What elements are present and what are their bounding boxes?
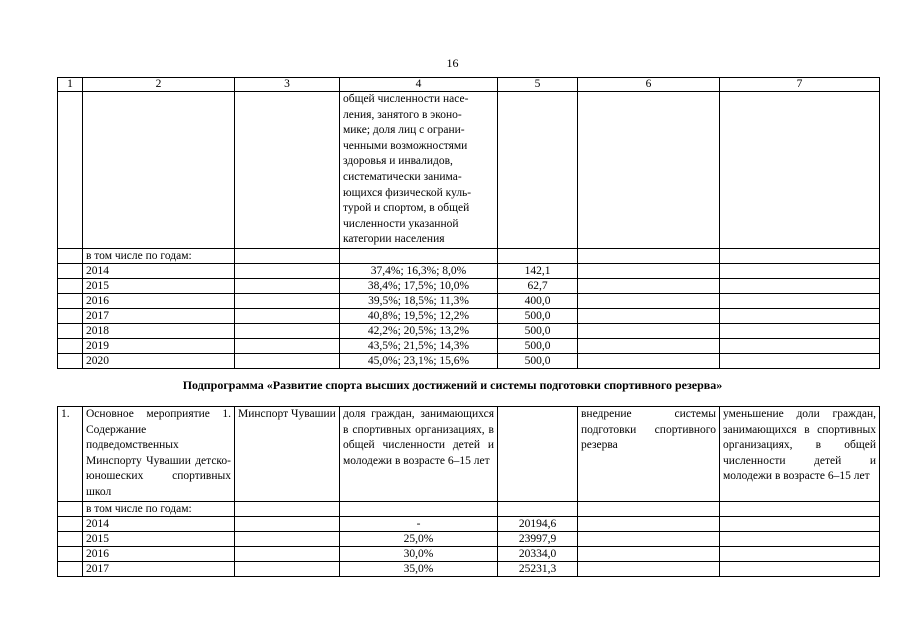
- amount-value: 20194,6: [498, 517, 578, 532]
- executor-cell: Минспорт Чувашии: [235, 407, 340, 502]
- page-number: 16: [446, 56, 459, 70]
- amount-value: 23997,9: [498, 532, 578, 547]
- amount-value: 500,0: [498, 338, 578, 353]
- indicator-value: 37,4%; 16,3%; 8,0%: [340, 263, 498, 278]
- header-cell: 7: [720, 78, 880, 92]
- header-cell: 3: [235, 78, 340, 92]
- year-cell: 2020: [83, 353, 235, 368]
- bottom-table: [57, 406, 880, 577]
- indicator-value: 38,4%; 17,5%; 10,0%: [340, 278, 498, 293]
- continuation-row: [58, 92, 880, 249]
- header-cell: 2: [83, 78, 235, 92]
- table-row: [58, 547, 880, 562]
- amount-value: 20334,0: [498, 547, 578, 562]
- indicator-value: 45,0%; 23,1%; 15,6%: [340, 353, 498, 368]
- year-cell: 2018: [83, 323, 235, 338]
- indicator-line: ченными возможностями: [343, 139, 468, 152]
- amount-value: 500,0: [498, 323, 578, 338]
- amount-value: 25231,3: [498, 562, 578, 577]
- indicator-value: -: [340, 517, 498, 532]
- indicator-value: 30,0%: [340, 547, 498, 562]
- by-years-row: [58, 502, 880, 517]
- risk-cell: уменьшение доли граждан, занимающихся в спортивных организациях, в общей численности детей и молодежи в возрасте 6–15 лет: [720, 407, 880, 502]
- indicator-line: здоровья и инвалидов,: [343, 155, 453, 168]
- year-cell: 2014: [83, 263, 235, 278]
- indicator-value: 42,2%; 20,5%; 13,2%: [340, 323, 498, 338]
- header-cell: 1: [58, 78, 83, 92]
- indicator-text-cell: [340, 92, 498, 249]
- table-row: [58, 323, 880, 338]
- year-cell: 2017: [83, 308, 235, 323]
- table-row: [58, 517, 880, 532]
- header-cell: 6: [578, 78, 720, 92]
- indicator-line: мике; доля лиц с ограни-: [343, 124, 465, 137]
- by-years-row: [58, 248, 880, 263]
- year-cell: 2016: [83, 547, 235, 562]
- header-cell: 4: [340, 78, 498, 92]
- row-number: 1.: [58, 407, 83, 502]
- year-cell: 2019: [83, 338, 235, 353]
- table-row: [58, 263, 880, 278]
- year-cell: 2017: [83, 562, 235, 577]
- indicator-line: численности указанной: [343, 217, 459, 230]
- amount-value: 500,0: [498, 353, 578, 368]
- year-cell: 2014: [83, 517, 235, 532]
- indicator-value: 25,0%: [340, 532, 498, 547]
- indicator-cell: доля граждан, занимающихся в спортивных организациях, в общей численности детей и молодежи в возрасте 6–15 лет: [340, 407, 498, 502]
- header-row: [58, 78, 880, 92]
- amount-value: 62,7: [498, 278, 578, 293]
- year-cell: 2015: [83, 532, 235, 547]
- indicator-value: 39,5%; 18,5%; 11,3%: [340, 293, 498, 308]
- indicator-value: 43,5%; 21,5%; 14,3%: [340, 338, 498, 353]
- amount-value: 400,0: [498, 293, 578, 308]
- table-row: [58, 293, 880, 308]
- table-row: [58, 278, 880, 293]
- indicator-value: 35,0%: [340, 562, 498, 577]
- table-row: [58, 338, 880, 353]
- subprogram-title: Подпрограмма «Развитие спорта высших достижений и системы подготовки спортивного резерва»: [182, 378, 723, 392]
- top-table: [57, 77, 880, 369]
- header-cell: 5: [498, 78, 578, 92]
- indicator-line: ющихся физической куль-: [343, 186, 472, 199]
- by-years-label: в том числе по годам:: [83, 248, 235, 263]
- amount-value: 142,1: [498, 263, 578, 278]
- indicator-line: общей численности насе-: [343, 93, 469, 105]
- indicator-line: турой и спортом, в общей: [343, 202, 470, 215]
- by-years-label: в том числе по годам:: [83, 502, 235, 517]
- amount-value: 500,0: [498, 308, 578, 323]
- indicator-value: 40,8%; 19,5%; 12,2%: [340, 308, 498, 323]
- indicator-line: категории населения: [343, 233, 445, 246]
- year-cell: 2015: [83, 278, 235, 293]
- indicator-line: систематически занима-: [343, 170, 462, 183]
- activity-row: [58, 407, 880, 502]
- activity-cell: Основное мероприятие 1. Содержание подведомственных Минспорту Чувашии детско-юношеских спортивных школ: [83, 407, 235, 502]
- table-row: [58, 532, 880, 547]
- indicator-line: ления, занятого в эконо-: [343, 108, 462, 121]
- table-row: [58, 353, 880, 368]
- result-cell: внедрение системы подготовки спортивного резерва: [578, 407, 720, 502]
- table-row: [58, 308, 880, 323]
- table-row: [58, 562, 880, 577]
- amount-cell: [498, 407, 578, 502]
- year-cell: 2016: [83, 293, 235, 308]
